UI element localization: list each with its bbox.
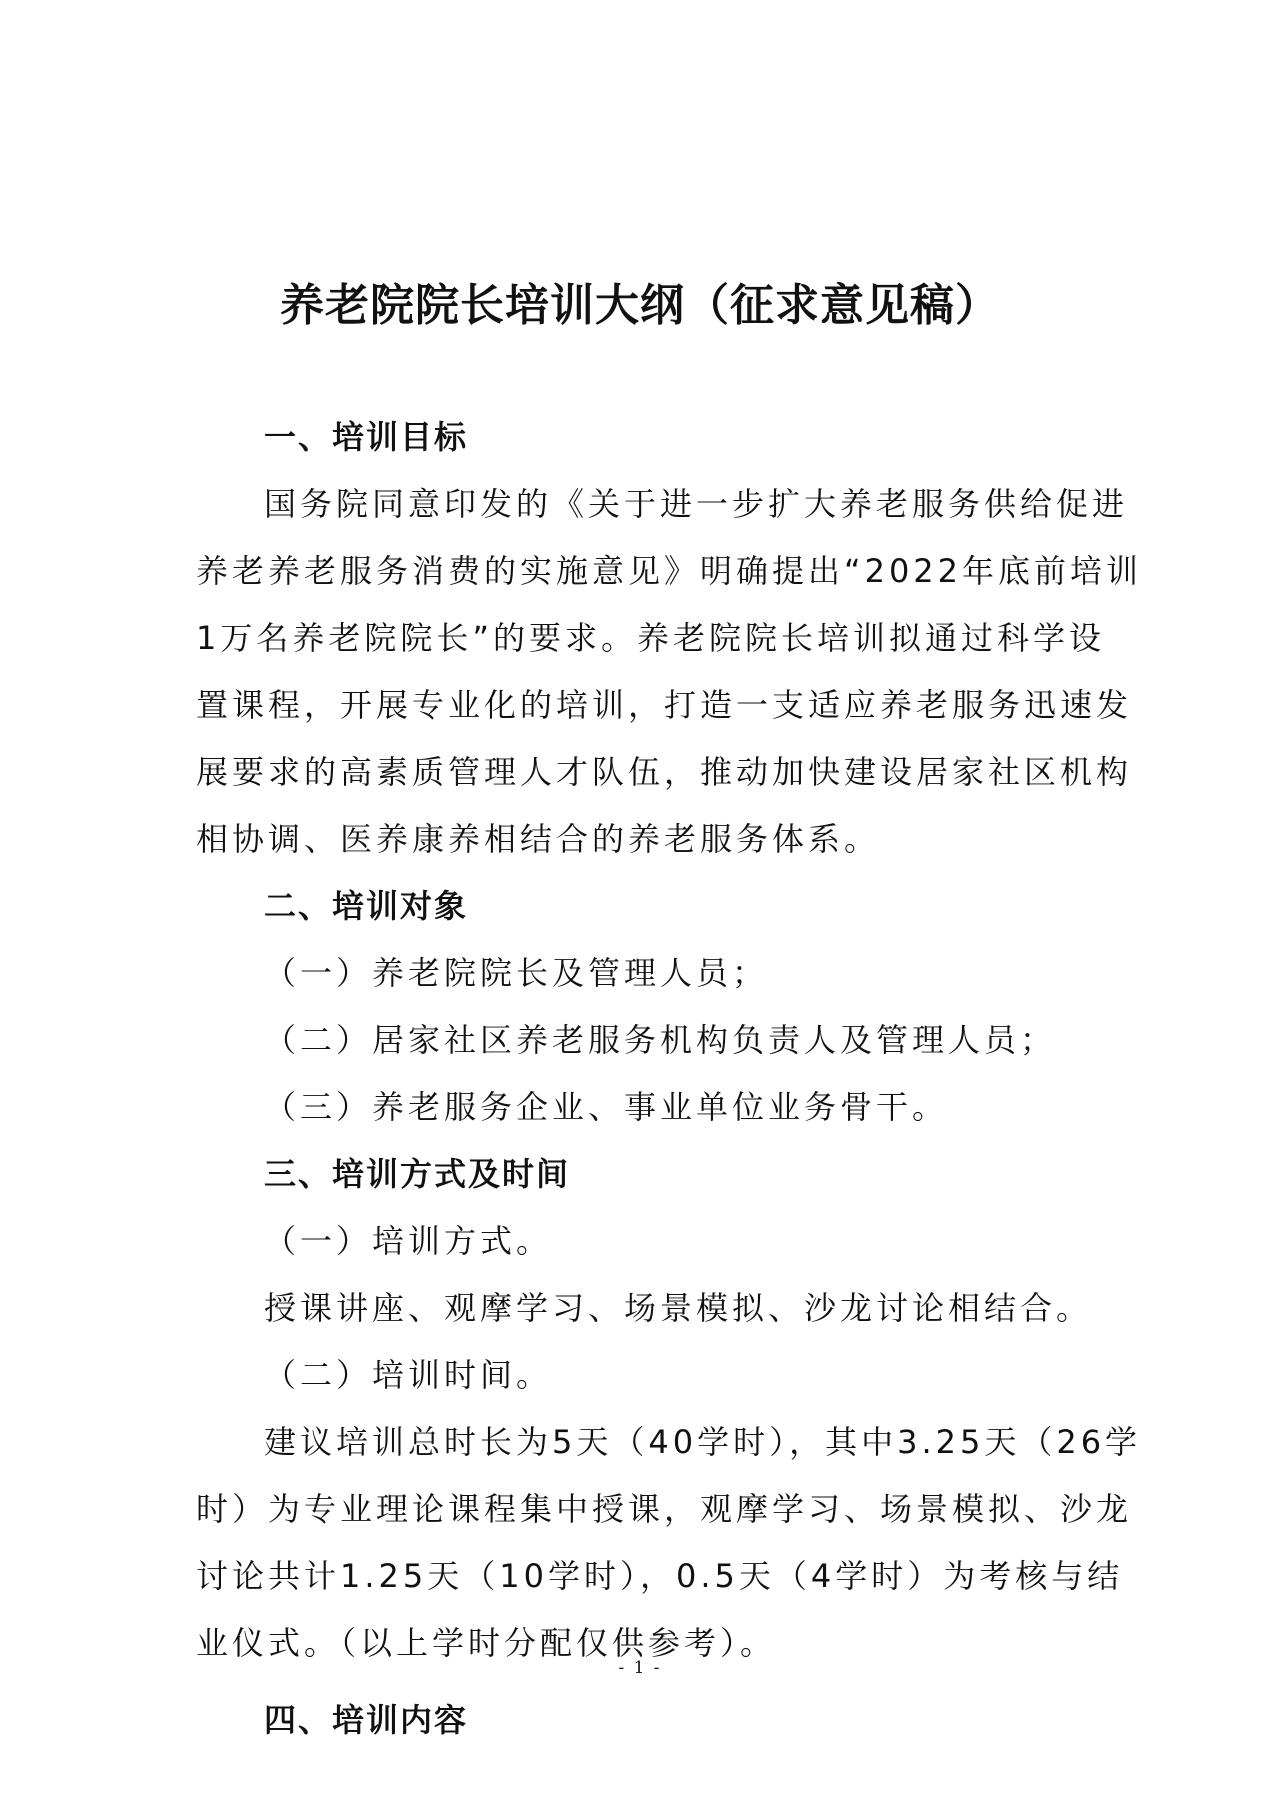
- paragraph-line: 相协调、医养康养相结合的养老服务体系。: [196, 820, 881, 858]
- paragraph-line: 业仪式。（以上学时分配仅供参考）。: [196, 1624, 777, 1662]
- section-heading-goals: 一、培训目标: [264, 418, 469, 456]
- section-heading-content: 四、培训内容: [264, 1701, 469, 1739]
- document-body: [196, 404, 1143, 1754]
- section-heading-audience: 二、培训对象: [264, 887, 469, 925]
- paragraph-line: 国务院同意印发的《关于进一步扩大养老服务供给促进: [264, 485, 1129, 523]
- paragraph-line: 置课程，开展专业化的培训，打造一支适应养老服务迅速发: [196, 686, 1133, 724]
- page-title: 养老院院长培训大纲（征求意见稿）: [280, 280, 1000, 331]
- subsection-title-time: （二）培训时间。: [264, 1356, 553, 1394]
- list-item: （三）养老服务企业、事业单位业务骨干。: [264, 1088, 949, 1126]
- paragraph-line: 展要求的高素质管理人才队伍，推动加快建设居家社区机构: [196, 753, 1133, 791]
- list-item: （一）养老院院长及管理人员；: [264, 954, 769, 992]
- page-number: - 1 -: [618, 1658, 662, 1678]
- paragraph-line: 1万名养老院院长”的要求。养老院院长培训拟通过科学设: [196, 619, 1105, 657]
- paragraph-line: 讨论共计1.25天（10学时），0.5天（4学时）为考核与结: [196, 1557, 1124, 1595]
- paragraph-line: 时）为专业理论课程集中授课，观摩学习、场景模拟、沙龙: [196, 1490, 1133, 1528]
- paragraph-line: 养老养老服务消费的实施意见》明确提出“2022年底前培训: [196, 552, 1143, 590]
- subsection-title-method: （一）培训方式。: [264, 1222, 553, 1260]
- list-item: （二）居家社区养老服务机构负责人及管理人员；: [264, 1021, 1057, 1059]
- section-heading-method-time: 三、培训方式及时间: [264, 1155, 571, 1193]
- paragraph-line: 建议培训总时长为5天（40学时），其中3.25天（26学: [264, 1423, 1142, 1461]
- method-text: 授课讲座、观摩学习、场景模拟、沙龙讨论相结合。: [264, 1289, 1093, 1327]
